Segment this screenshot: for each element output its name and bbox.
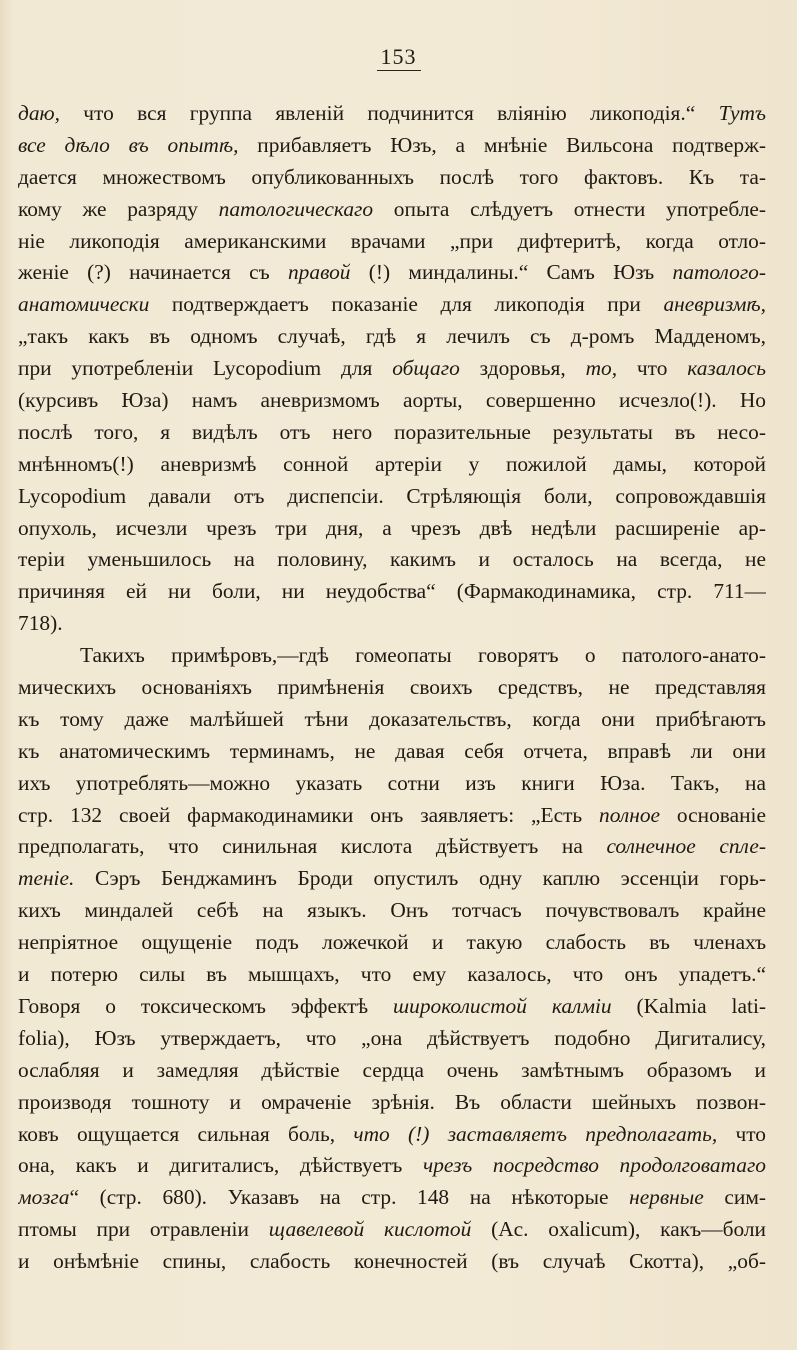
text-line bbox=[18, 417, 766, 449]
text-line bbox=[18, 800, 766, 832]
text-segment: мическихъ основаніяхъ примѣненія своихъ средствъ, не представляя bbox=[18, 675, 766, 700]
text-segment: что bbox=[617, 356, 688, 381]
text-segment: при употребленіи Lycopodium для bbox=[18, 356, 393, 381]
page-body-text bbox=[18, 98, 766, 1278]
text-segment: подтверждаетъ показаніе для ликоподія при bbox=[149, 292, 664, 317]
text-line bbox=[18, 481, 766, 513]
text-segment: (Ac. oxalicum), какъ—боли bbox=[471, 1217, 766, 1242]
text-line bbox=[18, 768, 766, 800]
text-line bbox=[18, 1150, 766, 1182]
italic-text: казалось bbox=[687, 356, 766, 381]
text-segment: и онѣмѣніе спины, слабость конечностей (въ случаѣ Скотта), „об- bbox=[18, 1249, 766, 1274]
italic-text: солнечное спле- bbox=[606, 834, 766, 859]
text-segment: Lycopodium давали отъ диспепсіи. Стрѣляющія боли, сопровождавшія bbox=[18, 483, 766, 508]
text-segment: Такихъ примѣровъ,—гдѣ гомеопаты говорятъ о патолого-анато- bbox=[80, 643, 766, 668]
text-segment: теріи уменьшилось на половину, какимъ и осталось на всегда, не bbox=[18, 547, 766, 572]
italic-text: мозга bbox=[18, 1185, 70, 1210]
text-segment: опухоль, исчезли чрезъ три дня, а чрезъ двѣ недѣли расширеніе ар- bbox=[18, 515, 766, 540]
text-segment: folia), Юзъ утверждаетъ, что „она дѣйствуетъ подобно Дигиталису, bbox=[18, 1025, 766, 1050]
text-segment: Сэръ Бенджаминъ Броди опустилъ одну каплю эссенціи горь- bbox=[74, 866, 766, 891]
text-segment: что bbox=[717, 1121, 766, 1146]
text-segment: прибавляетъ Юзъ, а мнѣніе Вильсона подтверж- bbox=[238, 132, 766, 157]
italic-text: даю, bbox=[18, 101, 60, 125]
text-segment: послѣ того, я видѣлъ отъ него поразительные результаты въ несо- bbox=[18, 419, 766, 444]
text-line bbox=[18, 385, 766, 417]
text-line bbox=[18, 98, 766, 130]
text-segment: ослабляя и замедляя дѣйствіе сердца очень замѣтнымъ образомъ и bbox=[18, 1057, 766, 1082]
italic-text: щавелевой кислотой bbox=[268, 1217, 472, 1242]
text-segment: къ тому даже малѣйшей тѣни доказательствъ, когда они прибѣгаютъ bbox=[18, 706, 766, 731]
text-segment: производя тошноту и омраченіе зрѣнія. Въ области шейныхъ позвон- bbox=[18, 1089, 766, 1114]
text-line bbox=[18, 544, 766, 576]
italic-text: что (!) заставляетъ предполагать, bbox=[353, 1121, 718, 1146]
text-line bbox=[18, 353, 766, 385]
italic-text: патолого- bbox=[672, 260, 766, 285]
text-segment: она, какъ и дигиталисъ, дѣйствуетъ bbox=[18, 1153, 423, 1178]
italic-text: правой bbox=[287, 260, 351, 285]
text-line bbox=[18, 1246, 766, 1278]
text-segment: здоровья, bbox=[459, 356, 586, 381]
italic-text: анатомически bbox=[18, 292, 150, 317]
italic-text: теніе. bbox=[18, 866, 75, 891]
text-line bbox=[18, 257, 766, 289]
text-line bbox=[18, 1182, 766, 1214]
italic-text: патологическаго bbox=[218, 196, 374, 221]
text-line bbox=[18, 194, 766, 226]
text-line bbox=[18, 226, 766, 258]
text-line bbox=[18, 1087, 766, 1119]
text-line bbox=[18, 1119, 766, 1151]
text-segment: причиняя ей ни боли, ни неудобства“ (Фармакодинамика, стр. 711— bbox=[18, 579, 766, 604]
text-segment: (!) миндалины.“ Самъ Юзъ bbox=[350, 260, 673, 285]
text-line bbox=[18, 704, 766, 736]
text-line bbox=[18, 608, 766, 640]
italic-text: чрезъ посредство продолговатаго bbox=[423, 1153, 766, 1178]
text-line bbox=[18, 1214, 766, 1246]
italic-text: то, bbox=[585, 356, 618, 381]
text-segment: къ анатомическимъ терминамъ, не давая себя отчета, вправѣ ли они bbox=[18, 738, 766, 763]
text-line bbox=[18, 831, 766, 863]
text-segment: основаніе bbox=[660, 802, 766, 827]
italic-text: полное bbox=[599, 802, 661, 827]
text-segment: ніе ликоподія американскими врачами „при дифтеритѣ, когда отло- bbox=[18, 228, 766, 253]
text-line bbox=[18, 130, 766, 162]
text-segment: сим- bbox=[703, 1185, 766, 1210]
text-segment: кихъ миндалей себѣ на языкъ. Онъ тотчасъ почувствовалъ крайне bbox=[18, 898, 766, 923]
italic-text: нервные bbox=[629, 1185, 704, 1210]
text-segment: предполагать, что синильная кислота дѣйствуетъ на bbox=[18, 834, 607, 859]
text-line bbox=[18, 1023, 766, 1055]
text-line bbox=[18, 736, 766, 768]
text-segment: кому же разряду bbox=[18, 196, 219, 221]
italic-text: Тутъ bbox=[718, 101, 766, 125]
text-segment: дается множествомъ опубликованныхъ послѣ того фактовъ. Къ та- bbox=[18, 164, 766, 189]
italic-text: широколистой калміи bbox=[392, 993, 612, 1018]
text-segment: опыта слѣдуетъ отнести употребле- bbox=[373, 196, 766, 221]
text-segment: ихъ употреблять—можно указать сотни изъ книги Юза. Такъ, на bbox=[18, 770, 766, 795]
text-line bbox=[18, 449, 766, 481]
text-segment: и потерю силы въ мышцахъ, что ему казалось, что онъ упадетъ.“ bbox=[18, 962, 766, 987]
text-segment: (курсивъ Юза) намъ аневризмомъ аорты, совершенно исчезло(!). Но bbox=[18, 388, 766, 413]
text-segment: непріятное ощущеніе подъ ложечкой и такую слабость въ членахъ bbox=[18, 930, 766, 955]
text-segment: что вся группа явленій подчинится вліянію ликоподія.“ bbox=[59, 101, 719, 125]
text-line bbox=[18, 289, 766, 321]
text-segment: стр. 132 своей фармакодинамики онъ заявляетъ: „Есть bbox=[18, 802, 600, 827]
text-line bbox=[18, 927, 766, 959]
text-line bbox=[18, 640, 766, 672]
text-segment: Говоря о токсическомъ эффектѣ bbox=[18, 993, 393, 1018]
text-line bbox=[18, 672, 766, 704]
text-segment: “ (стр. 680). Указавъ на стр. 148 на нѣкоторые bbox=[69, 1185, 630, 1210]
text-line bbox=[18, 513, 766, 545]
italic-text: общаго bbox=[392, 356, 460, 381]
italic-text: аневризмѣ, bbox=[663, 292, 766, 317]
text-line bbox=[18, 1055, 766, 1087]
text-segment: мнѣнномъ(!) аневризмѣ сонной артеріи у пожилой дамы, которой bbox=[18, 451, 766, 476]
text-segment: птомы при отравленіи bbox=[18, 1217, 269, 1242]
text-line bbox=[18, 959, 766, 991]
text-line bbox=[18, 162, 766, 194]
text-line bbox=[18, 321, 766, 353]
text-line bbox=[18, 991, 766, 1023]
text-segment: (Kalmia lati- bbox=[611, 993, 766, 1018]
text-line bbox=[18, 895, 766, 927]
text-segment: „такъ какъ въ одномъ случаѣ, гдѣ я лечилъ съ д-ромъ Мадденомъ, bbox=[18, 324, 766, 349]
page-number: 153 bbox=[0, 44, 797, 70]
italic-text: все дѣло въ опытѣ, bbox=[18, 132, 239, 157]
text-segment: ковъ ощущается сильная боль, bbox=[18, 1121, 354, 1146]
text-line bbox=[18, 576, 766, 608]
text-line bbox=[18, 863, 766, 895]
text-segment: 718). bbox=[18, 611, 63, 636]
text-segment: женіе (?) начинается съ bbox=[18, 260, 288, 285]
